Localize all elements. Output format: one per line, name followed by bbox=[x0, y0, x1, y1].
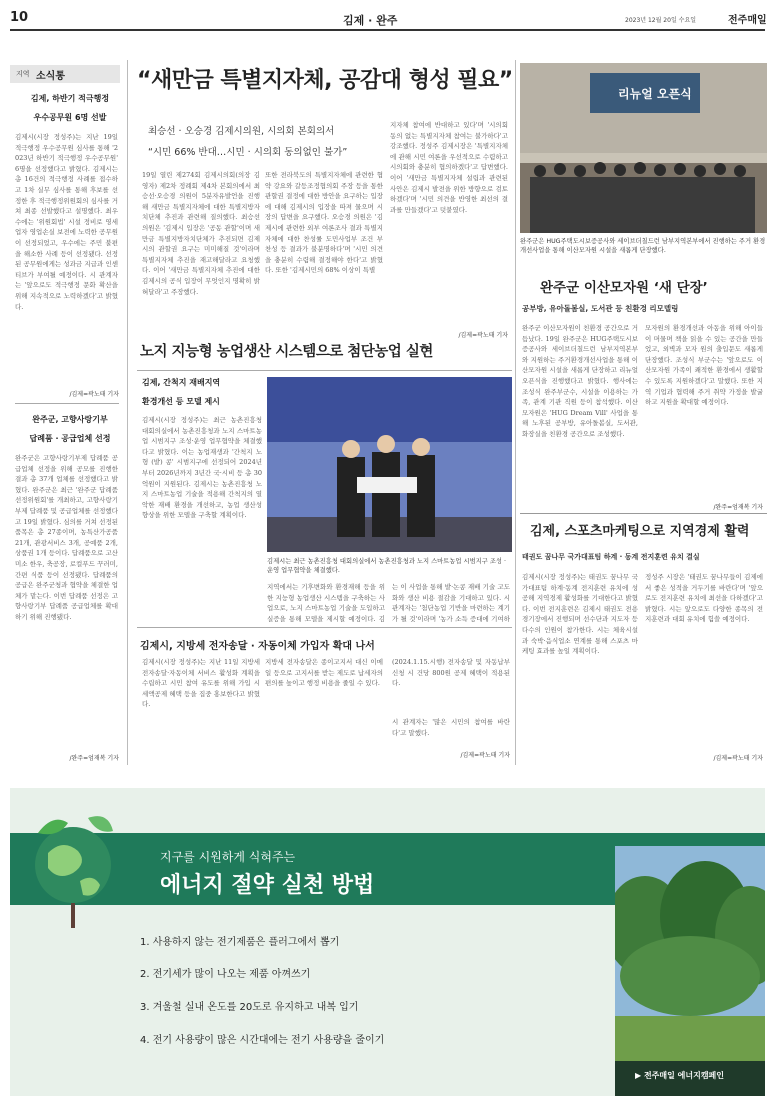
farm-photo-caption: 김제시는 최근 농촌진흥청 대회의실에서 농촌진흥청과 노지 스마트농업 시범지구 조성 · 운영 업무협약을 체결했다. bbox=[267, 558, 506, 574]
photo1-caption: 완주군은 HUG주택도시보증공사와 세이브더칠드런 남부지역본부에서 진행하는 주거 환경개선사업을 통해 이산모자원 시설을 새롭게 단장했다. bbox=[520, 238, 766, 254]
farm-rule bbox=[137, 370, 512, 371]
right-divider bbox=[520, 513, 767, 514]
right-story-col1: 완주군 이산모자원이 친환경 공간으로 거듭났다. 19일 완주군은 HUG주택도시보증공사와 세이브더칠드런 남부지역본부와 지원하는 주거환경개선사업을 통해 이산모자원 시설을 새롭게 단장하고 리뉴얼 오픈식을 진행했다고 밝혔다. 행사에는 조성식 완주부군수, 시설을 이용하는 가족, 관계 기관 직원 등이 참석했다. 이산모자원은 'HUG Dream Vill' 사업을 통해 노후된 공부방, 유아돌봄실, 도서관, 화장실을 친환경 공간으로 조성했다. bbox=[522, 324, 638, 438]
right-story-byline: /완주=엄재복 기자 bbox=[713, 504, 763, 511]
sports-col2: 정성주 시장은 '태권도 꿈나무들이 김제에서 좋은 성적을 거두기를 바란다'며 '앞으로도 전지훈련 유치에 최선을 다하겠다'고 밝혔다. 시는 앞으로도 다양한 종목의 전지훈련과 대회 유치에 힘쓸 예정이다. bbox=[645, 573, 763, 624]
sidebar-news1-title: 김제, 하반기 적극행정 bbox=[30, 94, 110, 103]
ad-item-4: 4. 전기 사용량이 많은 시간대에는 전기 사용량을 줄이기 bbox=[140, 1035, 385, 1046]
lead-subhead-1: 최승선 · 오승경 김제시의원, 시의회 본회의서 bbox=[148, 126, 335, 137]
lead-col2: 또한 전라북도의 특별지자체에 관련한 협약 강요와 갈등조정협의회 주장 등을 통한 관할권 결정에 대한 방안을 요구하는 입장에 대해 김제시의 입장을 따져 물으며 시장의 답변을 요구했다. 오승경 의원은 '김제시에 관련한 외부 여론조사 결과 특별지자체에 대한 찬성률 도민사업부 조건 부 찬성 등 결과가 불분명하다'며 '시민 의견을 충분히 수렴해 결정해야 한다'고 밝혔다. 또한 '김제시민의 68% 이상이 특별 bbox=[265, 171, 383, 275]
issue-date: 2023년 12월 20일 수요일 bbox=[625, 17, 697, 24]
globe-leaf-icon bbox=[18, 803, 128, 933]
sidebar-label-region: 지역 bbox=[16, 70, 30, 78]
sidebar-news2-byline: /완주=엄재복 기자 bbox=[69, 755, 119, 762]
farm-subhead-1: 김제, 간척지 재배지역 bbox=[142, 378, 221, 387]
ad-footer-label: 전주매일 에너지캠페인 bbox=[643, 1071, 725, 1080]
farm-col3: 는 이 사업을 통해 밭·논콩 재배 기술 고도화와 생산 비용 절감을 기대하고 있다. 시 관계자는 '첨단농업 기반을 마련하는 계기가 될 것'이라며 '농가 소득 증대에 기여하 bbox=[392, 583, 510, 622]
sidebar-news1-byline: /김제=곽노태 기자 bbox=[69, 391, 119, 398]
ad-footer-text: ▶ 전주매일 에너지캠페인 bbox=[635, 1071, 725, 1080]
right-story-col2: 모자원의 환경개선과 아동을 위해 아이들이 머물며 책을 읽을 수 있는 공간을 만들었고, 외벽과 모자 원의 출입문도 새롭게 단장했다. 조성식 부군수는 '앞으로도 이산모자원 가족이 쾌적한 환경에서 생활할 수 있도록 지원하겠다'고 말했다. 또한 지역 기업과 협력해 주거 취약 가정을 발굴하고 지원을 확대할 예정이다. bbox=[645, 324, 763, 407]
renewal-ceremony-photo bbox=[520, 63, 767, 233]
sports-headline: 김제, 스포츠마케팅으로 지역경제 활력 bbox=[530, 524, 750, 539]
sidebar-news2-body: 완주군은 고향사랑기부제 답례품 공급업체 선정을 위해 공모를 진행한 결과 총 37개 업체를 선정했다고 밝혔다. 완주군은 최근 '완주군 답례품 선정위원회'를 개최하고, 고향사랑기부제 답례품 및 공급업체를 선정했다고 19일 밝혔다. 심의를 거쳐 선정된 품목은 총 27종이며, 농특산가공품 21개, 관광서비스 3개, 공예품 2개, 상품권 1개 등이다. 답례품으로 고산미소 한우, 축공장, 로컬푸드 꾸러미, 간편 식품 등이 선정됐다. 답례품의 공급은 완주군청과 협약을 체결한 업체가 맡는다. 이번 답례품 선정은 고향사랑기부 답례품 공급업체를 확대하기 위해 진행됐다. bbox=[15, 454, 118, 621]
tax-col2: 지방세 전자송달은 종이고지서 대신 이메일 등으로 고지서를 받는 제도로 납세자의 편의를 높이고 행정 비용을 줄일 수 있다. bbox=[265, 658, 383, 688]
forest-image bbox=[615, 846, 765, 1096]
sports-byline: /김제=곽노태 기자 bbox=[713, 755, 763, 762]
lead-col1: 19일 열린 제274회 김제시의회(의장 김영자) 제2차 정례회 제4차 본회의에서 최승선·오승경 의원이 5분자유발언을 진행해 새만금 특별지자체에 대한 특별지방자치단체 추진과 관련해 질의했다. 최승선 의원은 '김제시 입장은 '공동 관할'이며 새만금 특별지방자치단체가 추진되면 김제시의 관할권 요구는 미미해질 것'이라며 특별지자체 추진을 재고해달라고 요청했다. 이어 '새만금 특별지자체 추진에 대한 김제시의 공식 입장이 무엇인지 명확히 밝혀달라'고 주장했다. bbox=[142, 171, 260, 296]
farm-headline: 노지 지능형 농업생산 시스템으로 첨단농업 실현 bbox=[140, 344, 433, 360]
farm-agreement-photo bbox=[267, 377, 512, 552]
lead-byline: /김제=곽노태 기자 bbox=[458, 332, 508, 339]
sidebar-divider bbox=[15, 403, 119, 404]
lead-headline: “새만금 특별지자체, 공감대 형성 필요” bbox=[137, 68, 513, 93]
farm-bottom-rule bbox=[137, 627, 512, 628]
ceremony-illustration bbox=[267, 377, 512, 552]
sports-subhead: 태권도 꿈나무 국가대표팀 하계 · 동계 전지훈련 유치 결실 bbox=[522, 553, 700, 561]
lead-subhead-2: “시민 66% 반대…시민 · 시의회 동의없인 불가” bbox=[148, 147, 348, 158]
lead-vline bbox=[515, 60, 516, 765]
tax-col1: 김제시(시장 정성주)는 지난 11일 지방세 전자송달·자동이체 서비스 활성화 계획을 수립하고 시민 참여 유도를 위해 가입 시 세액공제 혜택 등을 집중 홍보한다고 밝혔다. bbox=[142, 658, 260, 709]
farm-col2: 지역에서는 기후변화와 환경재해 등을 위한 지능형 농업생산 시스템을 구축하는 사업으로, 노지 스마트농업 기술을 도입하고 실증을 통해 모델을 제시할 예정이다. 김 bbox=[267, 583, 385, 622]
ad-item-3: 3. 겨울철 실내 온도를 20도로 유지하고 내복 입기 bbox=[140, 1002, 359, 1013]
tax-col3: (2024.1.15.시행) 전자송달 및 자동납부 신청 시 건당 800원 공제 혜택이 적용된다. bbox=[392, 658, 510, 688]
ad-item-1: 1. 사용하지 않는 전기제품은 플러그에서 뽑기 bbox=[140, 937, 340, 948]
photo-banner-text: 리뉴얼 오픈식 bbox=[618, 87, 692, 101]
header-rule bbox=[10, 29, 765, 31]
farm-subhead-2: 환경개선 등 모델 제시 bbox=[142, 397, 220, 406]
sidebar-vline bbox=[127, 60, 128, 765]
page-number: 10 bbox=[10, 10, 29, 25]
ad-line2: 에너지 절약 실천 방법 bbox=[160, 873, 375, 898]
tax-col4: 시 관계자는 '많은 시민의 참여를 바란다'고 말했다. bbox=[392, 718, 510, 737]
sidebar-news2-subtitle: 답례품 · 공급업체 선정 bbox=[29, 434, 111, 443]
tax-headline: 김제시, 지방세 전자송달 · 자동이체 가입자 확대 나서 bbox=[140, 641, 375, 652]
sidebar-news1-body: 김제시(시장 정성주)는 지난 19일 적극행정 우수공무원 심사를 통해 '2023년 하반기 적극행정 우수공무원' 6명을 선정했다고 밝혔다. 김제시는 총 16건의 적극행정 사례를 접수하고 1차 실무 심사를 통해 후보를 선정한 후 적극행정위원회의 심사를 거쳐 최종 선발했다고 설명했다. 최우수에는 '위원회법' 시설 정비로 영세업자 영업손실 보전에 노력한 공무원이 선정되었고, 우수에는 주민 불편을 해소한 사례 등이 선정됐다. 선정된 공무원에게는 성과금 지급과 인센티브가 부여될 예정이다. 시 관계자는 '앞으로도 적극행정 문화 확산을 위해 지속적으로 노력하겠다'고 밝혔다. bbox=[15, 133, 118, 311]
right-story-headline: 완주군 이산모자원 ‘새 단장’ bbox=[540, 280, 708, 296]
tax-byline: /김제=곽노태 기자 bbox=[460, 752, 510, 759]
sidebar-label bbox=[10, 65, 120, 83]
section-title: 김제 · 완주 bbox=[343, 14, 398, 27]
ad-item-2: 2. 전기세가 많이 나오는 제품 아껴쓰기 bbox=[140, 969, 311, 980]
sidebar-news1-subtitle: 우수공무원 6명 선발 bbox=[33, 113, 107, 122]
ad-line1: 지구를 시원하게 식혀주는 bbox=[160, 850, 296, 864]
sidebar-news2-title: 완주군, 고향사랑기부 bbox=[32, 415, 108, 424]
sports-col1: 김제시(시장 정성주)는 태권도 꿈나무 국가대표팀 하계·동계 전지훈련 유치에 성공해 지역경제 활성화를 기대한다고 밝혔다. 이번 전지훈련은 김제시 태권도 전용경기장에서 진행되며 선수단과 지도자 등 다수의 인원이 참가한다. 시는 체육시설과 숙박·음식업소 연계를 통해 스포츠 마케팅 효과를 높일 계획이다. bbox=[522, 573, 638, 656]
energy-campaign-ad bbox=[10, 788, 765, 1096]
lead-col3: 지자체 참여에 반대하고 있다'며 '시의회 동의 없는 특별지자체 참여는 불가하다'고 강조했다. 정성주 김제시장은 '특별지자체에 관해 시민 여론을 우선적으로 수렴하고 시의회와 충분히 협의하겠다'고 답변했다. 이어 '새만금 특별지자체 설립과 관련된 사안은 김제시 발전을 위한 방향으로 검토하겠다'며 '시민 의견을 반영한 최선의 결과를 만들겠다'고 덧붙였다. bbox=[390, 121, 508, 214]
farm-left-body: 김제시(시장 정성주)는 최근 농촌진흥청 대회의실에서 농촌진흥청과 노지 스마트농업 시범지구 조성·운영 업무협약을 체결했다고 밝혔다. 이는 농업재생과 '간척지 노형 (밭) 콩' 시범지구에 선정되어 2024년부터 2026년까지 3년간 국·시비 등 총 30억원이 지원된다. 김제시는 농촌진흥청 노지 스마트농업 기술을 적용해 간척지의 열악한 재배 환경을 개선하고, 농업 생산성 향상을 위한 모델을 구축할 계획이다. bbox=[142, 416, 262, 520]
sidebar-label-title: 소식통 bbox=[36, 71, 65, 82]
right-story-subhead: 공부방, 유아돌봄실, 도서관 등 친환경 리모델링 bbox=[522, 304, 679, 313]
paper-name: 전주매일 bbox=[728, 15, 767, 26]
